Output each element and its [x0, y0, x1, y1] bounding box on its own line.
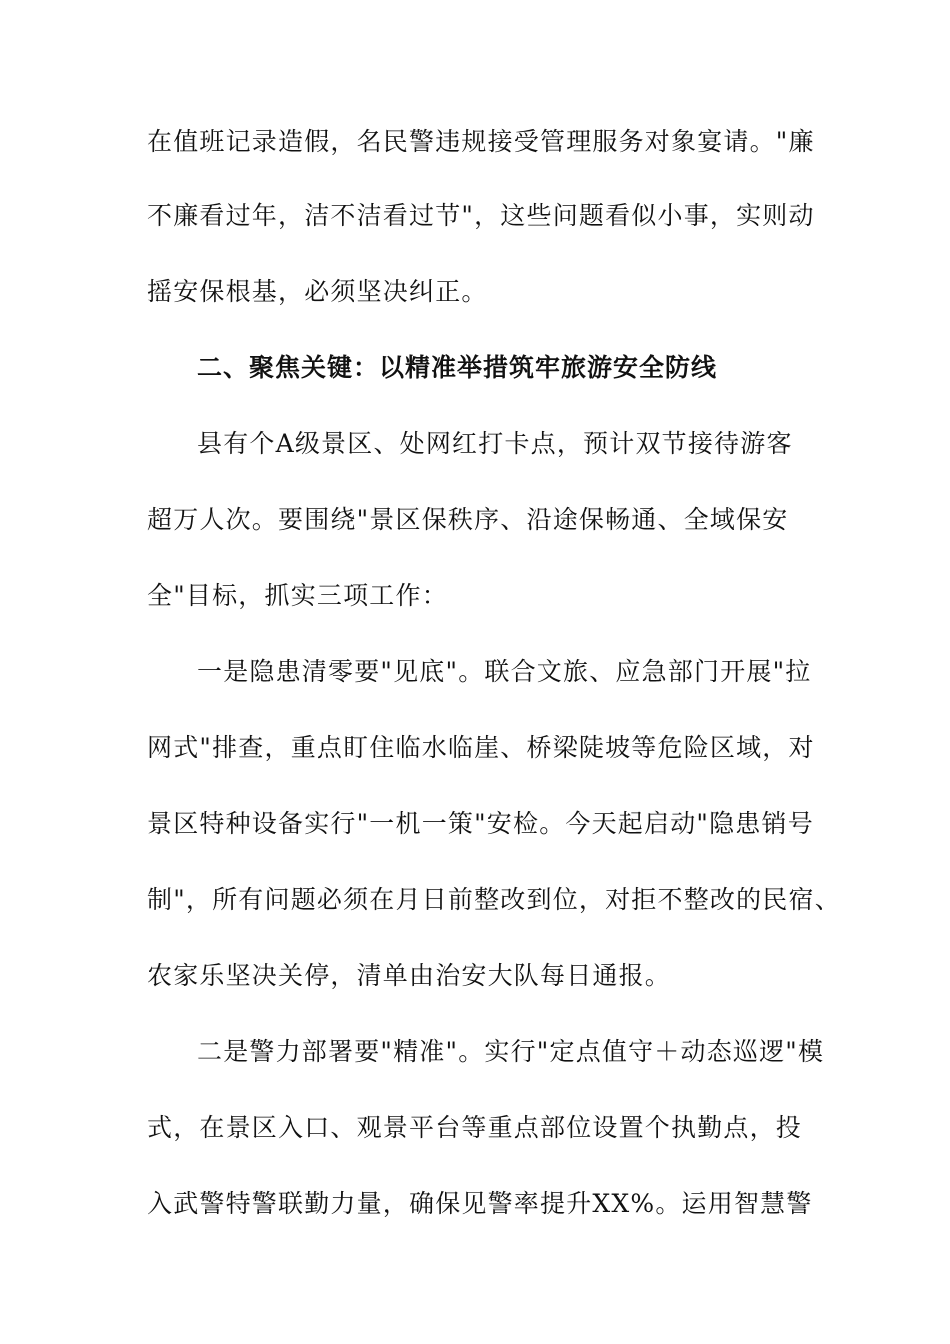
text-line: 全"目标，抓实三项工作： [147, 581, 448, 610]
text-line: 制"，所有问题必须在月日前整改到位，对拒不整改的民宿、 [147, 885, 841, 914]
text-line: 不廉看过年，洁不洁看过节"，这些问题看似小事，实则动 [147, 201, 815, 230]
text-line: 在值班记录造假，名民警违规接受管理服务对象宴请。"廉 [147, 127, 815, 156]
text-line: 摇安保根基，必须坚决纠正。 [147, 277, 488, 306]
text-line: 超万人次。要围绕"景区保秩序、沿途保畅通、全域保安 [147, 505, 789, 534]
paragraph-start-line: 一是隐患清零要"见底"。联合文旅、应急部门开展"拉 [197, 657, 812, 686]
text-line: 景区特种设备实行"一机一策"安检。今天起启动"隐患销号 [147, 809, 814, 838]
section-heading: 二、聚焦关键：以精准举措筑牢旅游安全防线 [197, 353, 718, 382]
text-line: 农家乐坚决关停，清单由治安大队每日通报。 [147, 961, 672, 990]
paragraph-start-line: 二是警力部署要"精准"。实行"定点值守＋动态巡逻"模 [197, 1037, 825, 1066]
text-line: 入武警特警联勤力量，确保见警率提升XX%。运用智慧警 [147, 1189, 813, 1218]
text-line: 网式"排查，重点盯住临水临崖、桥梁陡坡等危险区域，对 [147, 733, 815, 762]
paragraph-start-line: 县有个A级景区、处网红打卡点，预计双节接待游客 [197, 429, 793, 458]
text-line: 式，在景区入口、观景平台等重点部位设置个执勤点，投 [147, 1113, 803, 1142]
